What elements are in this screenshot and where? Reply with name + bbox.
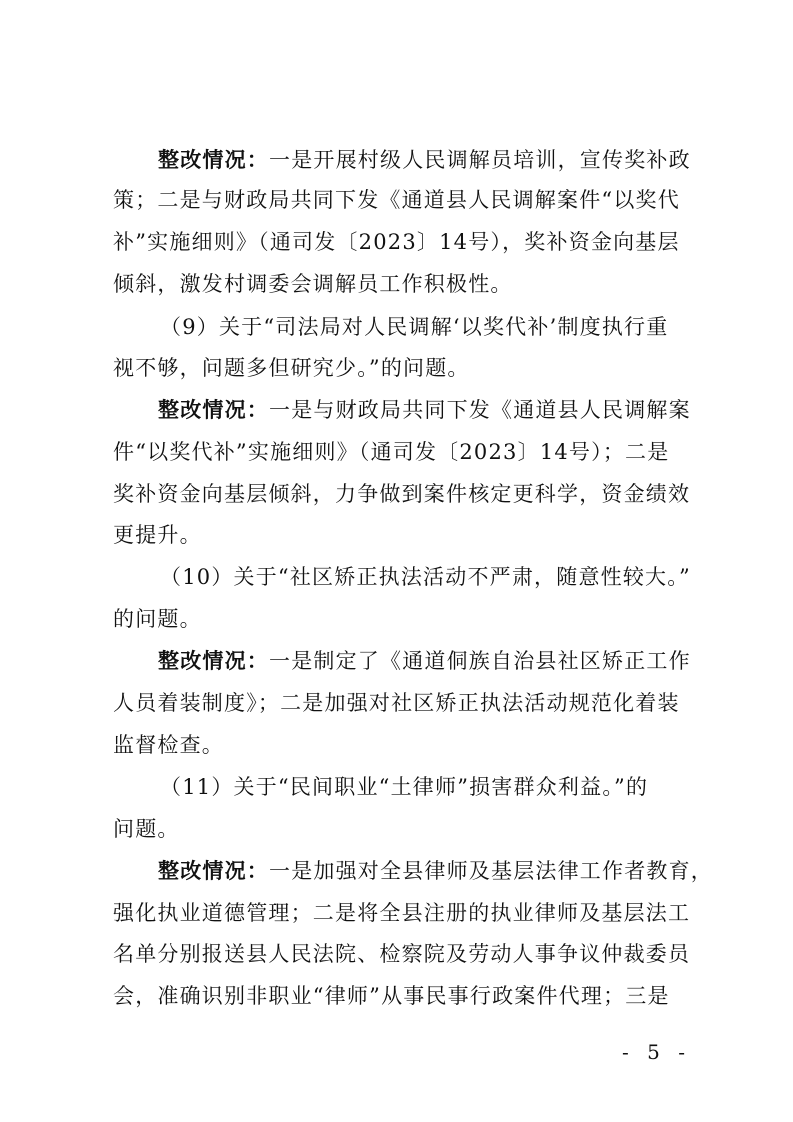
issue-heading-11: （11）关于“民间职业“土律师”损害群众利益。”的: [160, 775, 649, 799]
paragraph-line: 的问题。: [113, 607, 202, 631]
rectification-label: 整改情况：: [158, 648, 269, 673]
issue-heading-10: （10）关于“社区矫正执法活动不严肃，随意性较大。”: [160, 565, 691, 589]
paragraph-line: 件“以奖代补”实施细则》（通司发〔2023〕14号）；二是: [113, 440, 670, 464]
paragraph-line: 更提升。: [113, 523, 202, 547]
line-text: 一是开展村级人民调解员培训，宣传奖补政: [269, 148, 691, 172]
paragraph-line: 补”实施细则》（通司发〔2023〕14号），奖补资金向基层: [113, 230, 680, 254]
paragraph-line: [158, 396, 691, 424]
paragraph-line: 问题。: [113, 817, 180, 841]
paragraph-line: 强化执业道德管理；二是将全县注册的执业律师及基层法工: [113, 901, 691, 925]
paragraph-line: 会，准确识别非职业“律师”从事民事行政案件代理；三是: [113, 984, 670, 1008]
rectification-label: 整改情况：: [158, 147, 269, 172]
page-number: - 5 -: [622, 1040, 691, 1064]
paragraph-line: 人员着装制度》；二是加强对社区矫正执法活动规范化着装: [113, 691, 680, 715]
paragraph-line: 视不够，问题多但研究少。”的问题。: [113, 356, 470, 380]
rectification-label: 整改情况：: [158, 858, 269, 883]
issue-heading-9: （9）关于“司法局对人民调解‘以奖代补’制度执行重: [160, 315, 669, 339]
paragraph-line: 监督检查。: [113, 733, 224, 757]
paragraph-line: [158, 647, 691, 675]
line-text: 一是加强对全县律师及基层法律工作者教育，: [269, 859, 713, 883]
paragraph-line: 名单分别报送县人民法院、检察院及劳动人事争议仲裁委员: [113, 942, 691, 966]
paragraph-line: [158, 146, 691, 174]
line-text: 一是与财政局共同下发《通道县人民调解案: [269, 398, 691, 422]
rectification-label: 整改情况：: [158, 397, 269, 422]
line-text: 一是制定了《通道侗族自治县社区矫正工作: [269, 649, 691, 673]
paragraph-line: 策；二是与财政局共同下发《通道县人民调解案件“以奖代: [113, 188, 680, 212]
paragraph-line: 倾斜，激发村调委会调解员工作积极性。: [113, 272, 513, 296]
paragraph-line: 奖补资金向基层倾斜，力争做到案件核定更科学，资金绩效: [113, 482, 691, 506]
paragraph-line: [158, 857, 713, 885]
